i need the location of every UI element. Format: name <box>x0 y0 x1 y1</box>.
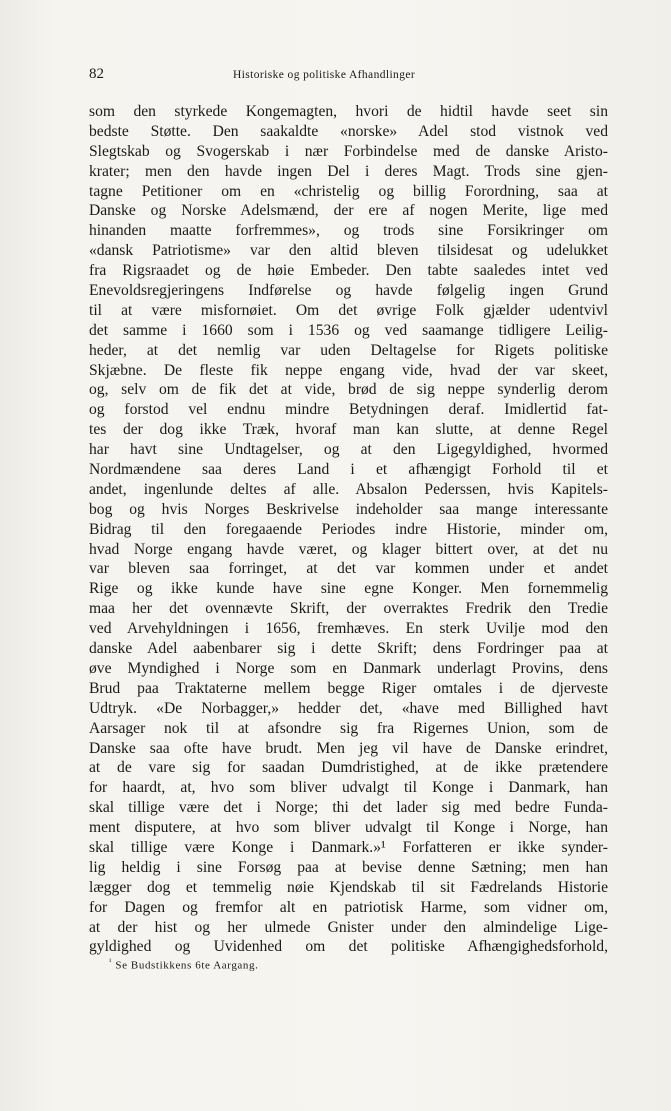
text-line: lægger dog et temmelig nøie Kjendskab til sit Fædrelands Historie <box>89 878 608 896</box>
text-line: Nordmændene saa deres Land i et afhængigt Forhold til et <box>89 461 608 479</box>
text-line: for haardt, at, hvo som bliver udvalgt til Konge i Danmark, han <box>89 779 608 797</box>
text-line: Enevoldsregjeringens Indførelse og havde følgelig ingen Grund <box>89 282 608 300</box>
page-number: 82 <box>89 66 104 82</box>
text-line: Aarsager nok til at afsondre sig fra Rigernes Union, som de <box>89 719 608 737</box>
text-line: Danske og Norske Adelsmænd, der ere af nogen Merite, lige med <box>89 202 608 220</box>
text-line: «dansk Patriotisme» var den altid bleven tilsidesat og udelukket <box>89 242 608 260</box>
text-line: skal tillige være Konge i Danmark.»¹ Forfatteren er ikke synder- <box>89 838 608 856</box>
text-line: Rige og ikke kunde have sine egne Konger. Men fornemmelig <box>89 580 608 598</box>
text-line: at der hist og her ulmede Gnister under den almindelige Lige- <box>89 918 608 936</box>
text-line: Skjæbne. De fleste fik neppe engang vide, hvad der var skeet, <box>89 361 608 379</box>
text-line: Udtryk. «De Norbagger,» hedder det, «have med Billighed havt <box>89 699 608 717</box>
text-line: for Dagen og fremfor alt en patriotisk Harme, som vidner om, <box>89 898 608 916</box>
body-text <box>89 102 608 957</box>
footnote-text: Se Budstikkens 6te Aargang. <box>115 959 259 972</box>
text-line: ment disputere, at hvo som bliver udvalgt til Konge i Norge, han <box>89 819 608 837</box>
text-line: at de vare sig for saadan Dumdristighed, at de ikke prætendere <box>89 759 608 777</box>
text-line: Bidrag til den foregaaende Periodes indre Historie, minder om, <box>89 520 608 538</box>
text-line: hinanden maatte forfremmes», og trods sine Forsikringer om <box>89 222 608 240</box>
text-line: fra Rigsraadet og de høie Embeder. Den tabte saaledes intet ved <box>89 262 608 280</box>
text-line: bedste Støtte. Den saakaldte «norske» Adel stod vistnok ved <box>89 122 608 140</box>
text-line: og, selv om de fik det at vide, brød de sig neppe synderlig derom <box>89 381 608 399</box>
text-line: krater; men den havde ingen Del i deres Magt. Trods sine gjen- <box>89 162 608 180</box>
text-line: lig heldig i sine Forsøg paa at bevise denne Sætning; men han <box>89 858 608 876</box>
page-header <box>89 66 609 86</box>
text-line: gyldighed og Uvidenhed om det politiske Afhængighedsforhold, <box>89 938 608 956</box>
text-line: det samme i 1660 som i 1536 og ved saamange tidligere Leilig- <box>89 321 608 339</box>
text-line: har havt sine Undtagelser, og at den Ligegyldighed, hvormed <box>89 441 608 459</box>
text-line: maa her det ovennævte Skrift, der overraktes Fredrik den Tredie <box>89 600 608 618</box>
text-line: øve Myndighed i Norge som en Danmark underlagt Provins, dens <box>89 659 608 677</box>
text-line: hvad Norge engang havde været, og klager bittert over, at det nu <box>89 540 608 558</box>
running-title: Historiske og politiske Afhandlinger <box>233 69 416 81</box>
text-line: tes der dog ikke Træk, hvoraf man kan slutte, at denne Regel <box>89 421 608 439</box>
footnote <box>109 957 258 972</box>
text-line: ved Arvehyldningen i 1656, fremhæves. En sterk Uvilje mod den <box>89 620 608 638</box>
text-line: bog og hvis Norges Beskrivelse indeholder saa mange interessante <box>89 500 608 518</box>
text-line: Slegtskab og Svogerskab i nær Forbindelse med de danske Aristo- <box>89 142 608 160</box>
text-line: var bleven saa forringet, at det var kommen under et andet <box>89 560 608 578</box>
text-line: Brud paa Traktaterne mellem begge Riger omtales i de djerveste <box>89 679 608 697</box>
text-line: Danske saa ofte have brudt. Men jeg vil have de Danske erindret, <box>89 739 608 757</box>
text-line: andet, ingenlunde deltes af alle. Absalon Pederssen, hvis Kapitels- <box>89 480 608 498</box>
footnote-marker: ¹ <box>109 957 112 966</box>
text-line: til at være misfornøiet. Om det øvrige Folk gjælder udentvivl <box>89 301 608 319</box>
text-line: skal tillige være det i Norge; thi det lader sig med bedre Funda- <box>89 799 608 817</box>
text-line: danske Adel aabenbarer sig i dette Skrift; dens Fordringer paa at <box>89 640 608 658</box>
text-line: tagne Petitioner om en «christelig og billig Forordning, saa at <box>89 182 608 200</box>
text-line: og forstod vel endnu mindre Betydningen deraf. Imidlertid fat- <box>89 401 608 419</box>
text-line: heder, at det nemlig var uden Deltagelse for Rigets politiske <box>89 341 608 359</box>
text-line: som den styrkede Kongemagten, hvori de hidtil havde seet sin <box>89 103 608 120</box>
